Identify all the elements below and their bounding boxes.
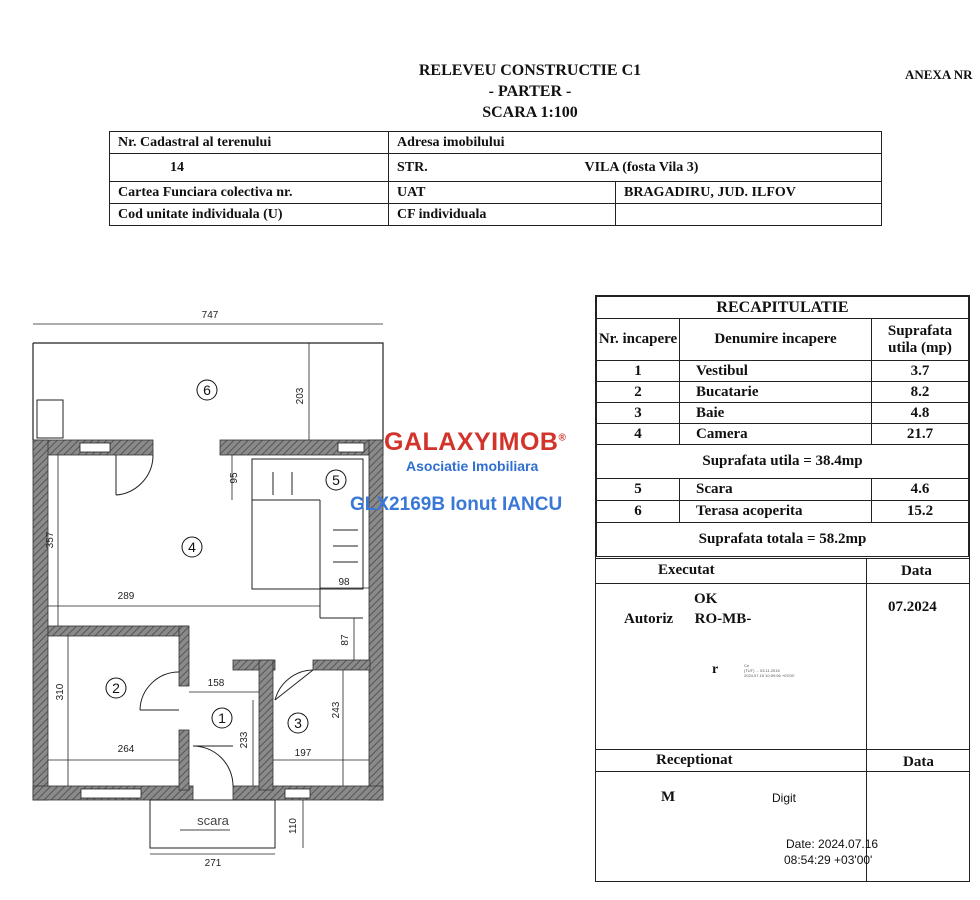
sign-time: 08:54:29 +03'00': [784, 853, 873, 867]
unit-code-label: Cod unitate individuala (U): [110, 204, 389, 226]
room-nr: 6: [597, 501, 680, 523]
floor-plan: [20, 300, 395, 880]
grand-total: Suprafata totala = 58.2mp: [597, 523, 969, 557]
street-value: VILA (fosta Vila 3): [584, 159, 699, 175]
room-6-number: 6: [203, 382, 211, 398]
stairs-label: scara: [197, 813, 229, 828]
table-row: [597, 424, 969, 445]
table-row: [597, 403, 969, 424]
executor-fragment: OK: [694, 591, 718, 607]
digital-label: Digit: [772, 791, 797, 805]
executed-label: Executat: [658, 562, 715, 578]
dim-hall-height: 233: [239, 731, 250, 749]
dim-step-depth: 110: [288, 818, 299, 834]
room-area: 8.2: [872, 382, 969, 403]
digital-signature-small: Ce (TUT) ... 03.11.2015 2024.07.15 10:09:06 +03'00': [744, 663, 795, 678]
dim-room2-height: 310: [55, 683, 66, 701]
room-area: 15.2: [872, 501, 969, 523]
useful-area-total: Suprafata utila = 38.4mp: [597, 445, 969, 479]
recap-table: [596, 296, 969, 557]
table-row: [597, 361, 969, 382]
street-cell: [389, 154, 882, 182]
room-nr: 2: [597, 382, 680, 403]
authorized-label: Autoriz: [624, 611, 674, 627]
room-name: Bucatarie: [680, 382, 872, 403]
room-name: Terasa acoperita: [680, 501, 872, 523]
annex-label: ANEXA NR: [905, 67, 973, 82]
room-area: 4.6: [872, 479, 969, 501]
cadastral-value: 14: [110, 154, 389, 182]
room-name: Scara: [680, 479, 872, 501]
room-2-number: 2: [112, 680, 120, 696]
room-nr: 3: [597, 403, 680, 424]
cadastral-info-table: [109, 131, 882, 226]
dim-left-height: 357: [45, 531, 56, 549]
room-3-number: 3: [294, 715, 302, 731]
room-name: Vestibul: [680, 361, 872, 382]
authorization-line: [624, 611, 751, 628]
col-name-header: Denumire incapere: [680, 319, 872, 361]
room-markers: [106, 380, 346, 733]
dim-87: 87: [340, 634, 351, 646]
dim-bath-height: 243: [331, 701, 342, 719]
dim-room4-width: 289: [117, 591, 135, 602]
executor-line: r: [712, 662, 719, 677]
room-5-number: 5: [332, 472, 340, 488]
dim-hall-width: 158: [207, 678, 225, 689]
dim-total-width: 747: [201, 310, 219, 321]
street-label: STR.: [397, 159, 428, 175]
doors: [116, 455, 313, 786]
watermark-subtitle: Asociatie Imobiliara: [406, 458, 539, 474]
scale-label: SCARA 1:100: [482, 104, 578, 121]
room-nr: 5: [597, 479, 680, 501]
room-name: Baie: [680, 403, 872, 424]
executed-date: 07.2024: [888, 599, 937, 615]
dim-95: 95: [229, 472, 240, 484]
signer-initial: M: [661, 789, 676, 805]
dim-terrace-depth: 203: [295, 387, 306, 405]
authorized-value: RO-MB-: [694, 611, 752, 627]
watermark-code: GLX2169B Ionut IANCU: [350, 494, 563, 515]
room-name: Camera: [680, 424, 872, 445]
address-label: Adresa imobilului: [389, 132, 882, 154]
dim-bath-width: 197: [294, 748, 312, 759]
cf-value: [616, 204, 882, 226]
terrace-pillar: [37, 400, 63, 438]
dim-step-width: 271: [204, 858, 222, 869]
dim-room2-width: 264: [117, 744, 135, 755]
room-area: 3.7: [872, 361, 969, 382]
received-label: Receptionat: [656, 752, 733, 768]
room-area: 4.8: [872, 403, 969, 424]
carte-funciara-label: Cartea Funciara colectiva nr.: [110, 182, 389, 204]
table-row: [597, 479, 969, 501]
sign-date: Date: 2024.07.16: [786, 837, 879, 851]
drawing-title: RELEVEU CONSTRUCTIE C1: [418, 62, 642, 79]
recap-panel: [595, 295, 970, 882]
uat-label: UAT: [389, 182, 616, 204]
received-date-label: Data: [903, 754, 934, 770]
room-1-number: 1: [218, 710, 226, 726]
stair-steps: [273, 472, 358, 562]
room-4-number: 4: [188, 539, 196, 555]
col-nr-header: Nr. incapere: [597, 319, 680, 361]
room-nr: 4: [597, 424, 680, 445]
table-row: [597, 382, 969, 403]
date-label: Data: [901, 563, 932, 579]
room-area: 21.7: [872, 424, 969, 445]
cf-label: CF individuala: [389, 204, 616, 226]
dim-stair-width: 98: [338, 577, 350, 588]
col-area-header: Suprafata utila (mp): [872, 319, 969, 361]
room-nr: 1: [597, 361, 680, 382]
uat-value: BRAGADIRU, JUD. ILFOV: [616, 182, 882, 204]
watermark-brand: GALAXYIMOB®: [384, 428, 567, 456]
signature-block: [596, 558, 969, 881]
recap-title: RECAPITULATIE: [597, 297, 969, 319]
table-row: [597, 501, 969, 523]
floor-subtitle: - PARTER -: [488, 83, 572, 100]
cadastral-label: Nr. Cadastral al terenului: [110, 132, 389, 154]
